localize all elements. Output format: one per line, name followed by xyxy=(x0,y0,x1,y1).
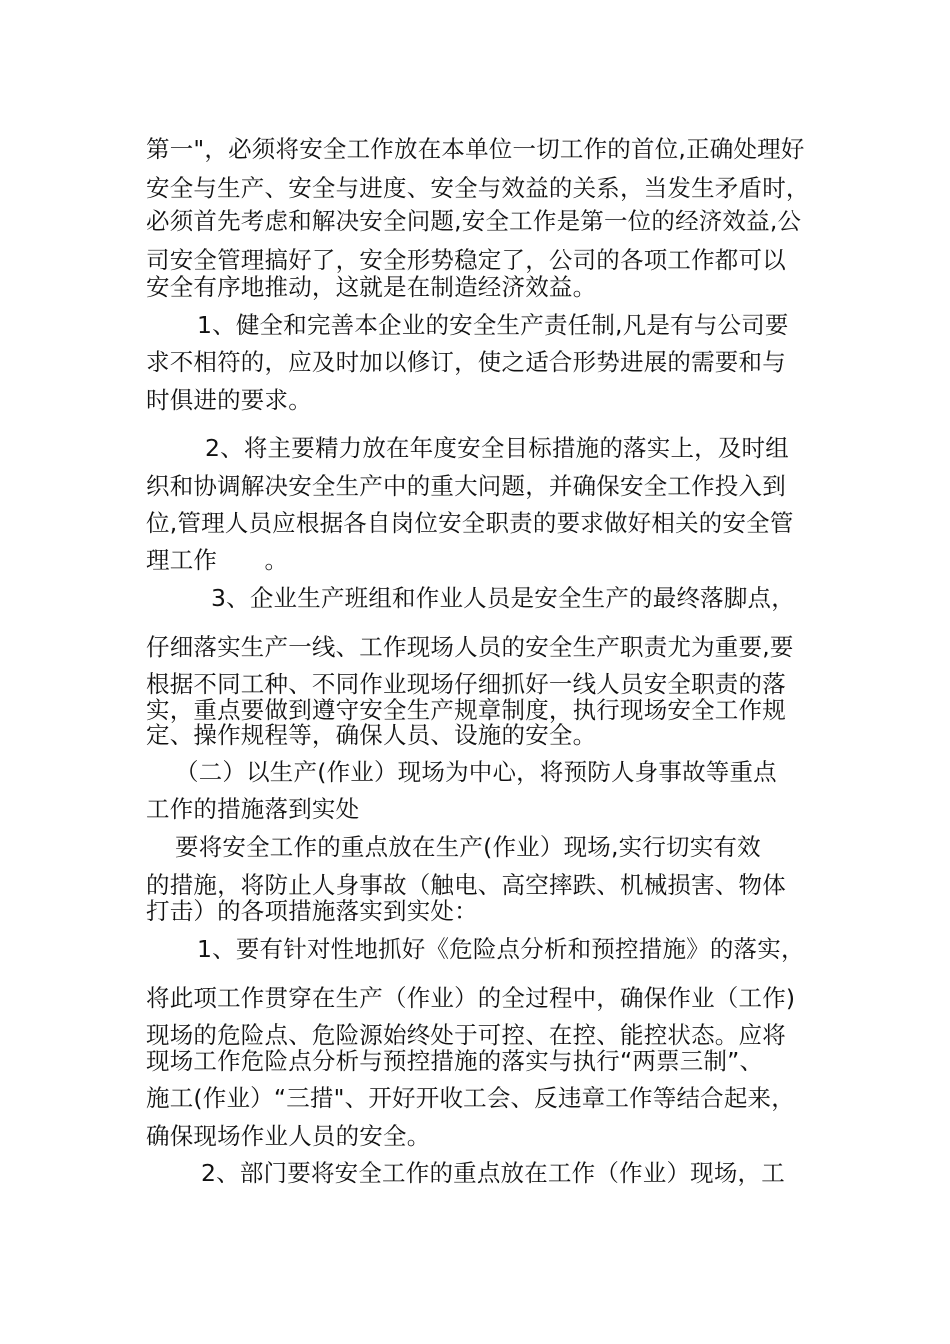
text-line: 工作的措施落到实处 xyxy=(146,795,360,823)
text-line: 施工(作业）“三措"、开好开收工会、反违章工作等结合起来， xyxy=(146,1084,795,1112)
text-line: 安全有序地推动，这就是在制造经济效益。 xyxy=(146,273,597,301)
text-line: （二）以生产(作业）现场为中心，将预防人身事故等重点 xyxy=(175,758,777,786)
text-line: 要将安全工作的重点放在生产(作业）现场,实行切实有效 xyxy=(175,833,761,861)
text-line: 定、操作规程等，确保人员、设施的安全。 xyxy=(146,721,597,749)
text-line: 织和协调解决安全生产中的重大问题，并确保安全工作投入到 xyxy=(146,472,786,500)
text-line: 现场工作危险点分析与预控措施的落实与执行“两票三制”、 xyxy=(146,1047,764,1075)
text-line: 现场的危险点、危险源始终处于可控、在控、能控状态。应将 xyxy=(146,1021,786,1049)
text-line: 理工作 。 xyxy=(146,546,289,574)
text-line: 求不相符的，应及时加以修订，使之适合形势进展的需要和与 xyxy=(146,348,786,376)
text-line: 1、要有针对性地抓好《危险点分析和预控措施》的落实， xyxy=(197,935,805,963)
text-line: 仔细落实生产一线、工作现场人员的安全生产职责尤为重要,要 xyxy=(146,633,794,661)
text-line: 位,管理人员应根据各自岗位安全职责的要求做好相关的安全管 xyxy=(146,509,794,537)
text-line: 时俱进的要求。 xyxy=(146,386,312,414)
text-line: 2、将主要精力放在年度安全目标措施的落实上，及时组 xyxy=(205,434,789,462)
text-line: 司安全管理搞好了，安全形势稳定了，公司的各项工作都可以 xyxy=(146,246,786,274)
text-line: 打击）的各项措施落实到实处： xyxy=(146,897,478,925)
text-line: 3、企业生产班组和作业人员是安全生产的最终落脚点， xyxy=(211,584,795,612)
text-line: 1、健全和完善本企业的安全生产责任制,凡是有与公司要 xyxy=(197,311,789,339)
text-line: 2、部门要将安全工作的重点放在工作（作业）现场，工 xyxy=(201,1159,785,1187)
text-line: 实，重点要做到遵守安全生产规章制度，执行现场安全工作规 xyxy=(146,696,786,724)
text-line: 的措施，将防止人身事故（触电、高空摔跌、机械损害、物体 xyxy=(146,871,786,899)
text-line: 将此项工作贯穿在生产（作业）的全过程中，确保作业（工作) xyxy=(146,984,796,1012)
text-line: 确保现场作业人员的安全。 xyxy=(146,1122,431,1150)
text-line: 第一"，必须将安全工作放在本单位一切工作的首位,正确处理好 xyxy=(146,135,805,163)
text-line: 根据不同工种、不同作业现场仔细抓好一线人员安全职责的落 xyxy=(146,670,786,698)
text-line: 必须首先考虑和解决安全问题,安全工作是第一位的经济效益,公 xyxy=(146,207,802,235)
text-line: 安全与生产、安全与进度、安全与效益的关系，当发生矛盾时， xyxy=(146,174,810,202)
